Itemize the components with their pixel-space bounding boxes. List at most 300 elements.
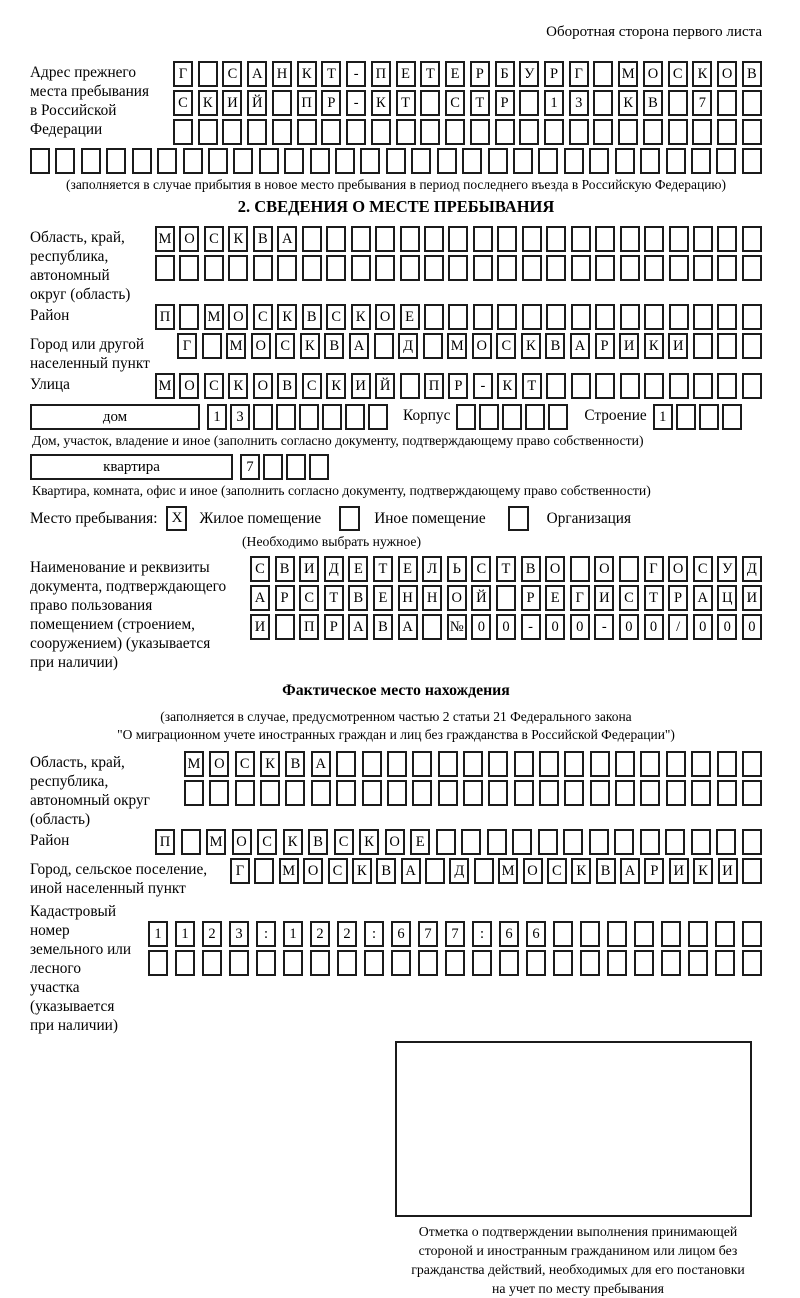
char-cell[interactable] xyxy=(424,226,444,252)
house-box[interactable]: дом xyxy=(30,404,200,430)
char-cell[interactable]: В xyxy=(277,373,297,399)
char-cell[interactable] xyxy=(564,751,584,777)
char-cell[interactable] xyxy=(569,119,589,145)
char-cell[interactable] xyxy=(297,119,317,145)
char-cell[interactable]: А xyxy=(311,751,331,777)
char-cell[interactable]: И xyxy=(668,333,688,359)
char-cell[interactable]: О xyxy=(472,333,492,359)
char-cell[interactable]: К xyxy=(497,373,517,399)
char-cell[interactable] xyxy=(336,780,356,806)
char-cell[interactable]: Р xyxy=(544,61,564,87)
char-cell[interactable] xyxy=(717,333,737,359)
char-cell[interactable]: О xyxy=(385,829,405,855)
char-cell[interactable]: С xyxy=(668,61,688,87)
char-cell[interactable] xyxy=(335,148,355,174)
char-cell[interactable] xyxy=(487,829,507,855)
char-cell[interactable] xyxy=(717,255,737,281)
char-cell[interactable]: Р xyxy=(521,585,541,611)
char-cell[interactable]: А xyxy=(401,858,421,884)
char-cell[interactable] xyxy=(742,829,762,855)
char-cell[interactable] xyxy=(204,255,224,281)
char-cell[interactable]: А xyxy=(398,614,418,640)
char-cell[interactable] xyxy=(522,255,542,281)
char-cell[interactable]: 1 xyxy=(283,921,303,947)
char-cell[interactable]: В xyxy=(302,304,322,330)
char-cell[interactable]: 3 xyxy=(569,90,589,116)
char-cell[interactable] xyxy=(502,404,522,430)
char-cell[interactable]: 6 xyxy=(499,921,519,947)
char-cell[interactable] xyxy=(437,148,457,174)
char-cell[interactable]: Р xyxy=(470,61,490,87)
char-cell[interactable]: А xyxy=(247,61,267,87)
char-cell[interactable]: / xyxy=(668,614,688,640)
char-cell[interactable]: П xyxy=(424,373,444,399)
char-cell[interactable] xyxy=(472,950,492,976)
char-cell[interactable]: С xyxy=(222,61,242,87)
char-cell[interactable] xyxy=(717,751,737,777)
char-cell[interactable]: 0 xyxy=(619,614,639,640)
char-cell[interactable]: М xyxy=(447,333,467,359)
char-cell[interactable] xyxy=(488,148,508,174)
char-cell[interactable]: А xyxy=(277,226,297,252)
char-cell[interactable] xyxy=(448,226,468,252)
char-cell[interactable]: О xyxy=(303,858,323,884)
char-cell[interactable] xyxy=(666,148,686,174)
char-cell[interactable]: 1 xyxy=(544,90,564,116)
char-cell[interactable]: Г xyxy=(173,61,193,87)
char-cell[interactable]: В xyxy=(308,829,328,855)
char-cell[interactable] xyxy=(173,119,193,145)
char-cell[interactable]: Н xyxy=(272,61,292,87)
char-cell[interactable] xyxy=(669,226,689,252)
char-cell[interactable]: 6 xyxy=(391,921,411,947)
char-cell[interactable]: А xyxy=(620,858,640,884)
char-cell[interactable] xyxy=(222,119,242,145)
char-cell[interactable]: В xyxy=(324,333,344,359)
char-cell[interactable]: Г xyxy=(230,858,250,884)
char-cell[interactable] xyxy=(488,780,508,806)
char-cell[interactable]: Г xyxy=(569,61,589,87)
char-cell[interactable] xyxy=(254,858,274,884)
char-cell[interactable] xyxy=(488,751,508,777)
char-cell[interactable] xyxy=(345,404,365,430)
char-cell[interactable]: В xyxy=(275,556,295,582)
char-cell[interactable] xyxy=(198,119,218,145)
char-cell[interactable]: И xyxy=(351,373,371,399)
char-cell[interactable] xyxy=(311,780,331,806)
char-cell[interactable] xyxy=(322,404,342,430)
char-cell[interactable]: С xyxy=(253,304,273,330)
char-cell[interactable]: Р xyxy=(448,373,468,399)
char-cell[interactable]: А xyxy=(349,333,369,359)
char-cell[interactable]: 3 xyxy=(229,921,249,947)
char-cell[interactable] xyxy=(522,304,542,330)
char-cell[interactable]: О xyxy=(545,556,565,582)
char-cell[interactable] xyxy=(669,255,689,281)
char-cell[interactable] xyxy=(260,780,280,806)
char-cell[interactable]: И xyxy=(742,585,762,611)
char-cell[interactable] xyxy=(717,119,737,145)
char-cell[interactable] xyxy=(688,921,708,947)
char-cell[interactable]: К xyxy=(571,858,591,884)
char-cell[interactable] xyxy=(716,148,736,174)
char-cell[interactable]: И xyxy=(250,614,270,640)
char-cell[interactable]: 1 xyxy=(207,404,227,430)
char-cell[interactable] xyxy=(148,950,168,976)
char-cell[interactable]: 0 xyxy=(644,614,664,640)
char-cell[interactable]: Г xyxy=(644,556,664,582)
apartment-box[interactable]: квартира xyxy=(30,454,233,480)
char-cell[interactable]: 0 xyxy=(545,614,565,640)
char-cell[interactable] xyxy=(351,255,371,281)
char-cell[interactable] xyxy=(519,119,539,145)
char-cell[interactable] xyxy=(688,950,708,976)
char-cell[interactable] xyxy=(692,119,712,145)
char-cell[interactable] xyxy=(386,148,406,174)
char-cell[interactable] xyxy=(202,950,222,976)
char-cell[interactable] xyxy=(247,119,267,145)
char-cell[interactable] xyxy=(715,921,735,947)
char-cell[interactable]: 7 xyxy=(692,90,712,116)
char-cell[interactable] xyxy=(474,858,494,884)
char-cell[interactable] xyxy=(715,950,735,976)
char-cell[interactable]: Т xyxy=(522,373,542,399)
char-cell[interactable] xyxy=(595,304,615,330)
char-cell[interactable] xyxy=(590,751,610,777)
char-cell[interactable] xyxy=(229,950,249,976)
char-cell[interactable] xyxy=(643,119,663,145)
char-cell[interactable] xyxy=(337,950,357,976)
char-cell[interactable] xyxy=(479,404,499,430)
char-cell[interactable]: К xyxy=(260,751,280,777)
char-cell[interactable]: О xyxy=(375,304,395,330)
char-cell[interactable]: М xyxy=(226,333,246,359)
char-cell[interactable] xyxy=(375,255,395,281)
char-cell[interactable] xyxy=(235,780,255,806)
char-cell[interactable]: Й xyxy=(471,585,491,611)
char-cell[interactable] xyxy=(286,454,306,480)
char-cell[interactable] xyxy=(742,226,762,252)
char-cell[interactable] xyxy=(387,780,407,806)
char-cell[interactable] xyxy=(106,148,126,174)
char-cell[interactable] xyxy=(615,780,635,806)
char-cell[interactable] xyxy=(742,921,762,947)
char-cell[interactable] xyxy=(30,148,50,174)
char-cell[interactable]: Г xyxy=(570,585,590,611)
char-cell[interactable]: Т xyxy=(373,556,393,582)
char-cell[interactable]: Р xyxy=(321,90,341,116)
char-cell[interactable] xyxy=(497,304,517,330)
char-cell[interactable] xyxy=(473,304,493,330)
char-cell[interactable] xyxy=(184,780,204,806)
char-cell[interactable]: 2 xyxy=(337,921,357,947)
char-cell[interactable] xyxy=(400,226,420,252)
char-cell[interactable] xyxy=(321,119,341,145)
char-cell[interactable] xyxy=(412,751,432,777)
char-cell[interactable] xyxy=(253,404,273,430)
char-cell[interactable] xyxy=(634,921,654,947)
char-cell[interactable]: 1 xyxy=(653,404,673,430)
char-cell[interactable]: В xyxy=(596,858,616,884)
char-cell[interactable] xyxy=(571,304,591,330)
char-cell[interactable] xyxy=(717,780,737,806)
char-cell[interactable]: М xyxy=(204,304,224,330)
char-cell[interactable]: П xyxy=(299,614,319,640)
char-cell[interactable] xyxy=(666,780,686,806)
char-cell[interactable]: Д xyxy=(398,333,418,359)
char-cell[interactable]: С xyxy=(328,858,348,884)
char-cell[interactable] xyxy=(644,255,664,281)
char-cell[interactable] xyxy=(539,751,559,777)
char-cell[interactable]: Е xyxy=(410,829,430,855)
char-cell[interactable] xyxy=(302,226,322,252)
char-cell[interactable] xyxy=(619,556,639,582)
char-cell[interactable] xyxy=(564,148,584,174)
char-cell[interactable] xyxy=(742,950,762,976)
char-cell[interactable]: О xyxy=(594,556,614,582)
char-cell[interactable]: К xyxy=(693,858,713,884)
char-cell[interactable] xyxy=(374,333,394,359)
char-cell[interactable] xyxy=(277,255,297,281)
char-cell[interactable] xyxy=(272,119,292,145)
char-cell[interactable]: 0 xyxy=(693,614,713,640)
char-cell[interactable] xyxy=(615,148,635,174)
char-cell[interactable] xyxy=(525,404,545,430)
char-cell[interactable]: С xyxy=(204,373,224,399)
char-cell[interactable] xyxy=(132,148,152,174)
char-cell[interactable] xyxy=(256,950,276,976)
char-cell[interactable] xyxy=(346,119,366,145)
char-cell[interactable] xyxy=(424,304,444,330)
char-cell[interactable]: У xyxy=(717,556,737,582)
char-cell[interactable]: 2 xyxy=(310,921,330,947)
char-cell[interactable]: Т xyxy=(496,556,516,582)
char-cell[interactable]: Й xyxy=(375,373,395,399)
char-cell[interactable]: 1 xyxy=(175,921,195,947)
char-cell[interactable]: И xyxy=(594,585,614,611)
checkbox-organization[interactable] xyxy=(508,506,529,531)
char-cell[interactable] xyxy=(589,829,609,855)
char-cell[interactable]: Ц xyxy=(717,585,737,611)
char-cell[interactable]: К xyxy=(644,333,664,359)
char-cell[interactable]: О xyxy=(232,829,252,855)
char-cell[interactable]: М xyxy=(279,858,299,884)
char-cell[interactable]: Д xyxy=(324,556,344,582)
char-cell[interactable] xyxy=(202,333,222,359)
char-cell[interactable]: В xyxy=(521,556,541,582)
char-cell[interactable]: В xyxy=(376,858,396,884)
char-cell[interactable] xyxy=(634,950,654,976)
char-cell[interactable] xyxy=(522,226,542,252)
char-cell[interactable]: Т xyxy=(324,585,344,611)
char-cell[interactable]: № xyxy=(447,614,467,640)
char-cell[interactable] xyxy=(717,304,737,330)
char-cell[interactable] xyxy=(742,148,762,174)
char-cell[interactable] xyxy=(589,148,609,174)
char-cell[interactable]: О xyxy=(717,61,737,87)
char-cell[interactable]: С xyxy=(547,858,567,884)
char-cell[interactable] xyxy=(563,829,583,855)
char-cell[interactable] xyxy=(514,751,534,777)
char-cell[interactable] xyxy=(571,255,591,281)
char-cell[interactable] xyxy=(499,950,519,976)
char-cell[interactable] xyxy=(593,90,613,116)
char-cell[interactable] xyxy=(436,829,456,855)
char-cell[interactable] xyxy=(693,373,713,399)
char-cell[interactable] xyxy=(400,373,420,399)
char-cell[interactable]: С xyxy=(257,829,277,855)
char-cell[interactable]: К xyxy=(300,333,320,359)
char-cell[interactable] xyxy=(620,226,640,252)
char-cell[interactable]: С xyxy=(204,226,224,252)
char-cell[interactable] xyxy=(445,119,465,145)
char-cell[interactable] xyxy=(590,780,610,806)
char-cell[interactable] xyxy=(420,90,440,116)
char-cell[interactable]: С xyxy=(250,556,270,582)
char-cell[interactable]: С xyxy=(693,556,713,582)
char-cell[interactable] xyxy=(362,751,382,777)
confirmation-mark-box[interactable] xyxy=(395,1041,752,1217)
char-cell[interactable]: А xyxy=(250,585,270,611)
char-cell[interactable] xyxy=(693,304,713,330)
char-cell[interactable]: Д xyxy=(449,858,469,884)
char-cell[interactable]: И xyxy=(669,858,689,884)
char-cell[interactable] xyxy=(691,829,711,855)
char-cell[interactable] xyxy=(716,829,736,855)
char-cell[interactable] xyxy=(717,226,737,252)
char-cell[interactable] xyxy=(208,148,228,174)
char-cell[interactable] xyxy=(676,404,696,430)
char-cell[interactable] xyxy=(693,255,713,281)
char-cell[interactable]: С xyxy=(619,585,639,611)
char-cell[interactable] xyxy=(420,119,440,145)
char-cell[interactable]: М xyxy=(155,373,175,399)
char-cell[interactable]: Е xyxy=(445,61,465,87)
char-cell[interactable]: К xyxy=(359,829,379,855)
char-cell[interactable]: А xyxy=(570,333,590,359)
char-cell[interactable] xyxy=(497,226,517,252)
char-cell[interactable]: П xyxy=(155,829,175,855)
char-cell[interactable] xyxy=(412,780,432,806)
char-cell[interactable] xyxy=(462,148,482,174)
char-cell[interactable] xyxy=(364,950,384,976)
char-cell[interactable]: Е xyxy=(400,304,420,330)
char-cell[interactable] xyxy=(665,829,685,855)
char-cell[interactable] xyxy=(233,148,253,174)
char-cell[interactable]: К xyxy=(198,90,218,116)
char-cell[interactable] xyxy=(438,780,458,806)
char-cell[interactable]: П xyxy=(371,61,391,87)
char-cell[interactable] xyxy=(425,858,445,884)
char-cell[interactable]: С xyxy=(173,90,193,116)
char-cell[interactable] xyxy=(644,226,664,252)
char-cell[interactable] xyxy=(564,780,584,806)
char-cell[interactable]: Б xyxy=(495,61,515,87)
char-cell[interactable] xyxy=(640,751,660,777)
char-cell[interactable]: В xyxy=(643,90,663,116)
char-cell[interactable] xyxy=(448,255,468,281)
char-cell[interactable] xyxy=(553,950,573,976)
char-cell[interactable]: 0 xyxy=(570,614,590,640)
char-cell[interactable]: А xyxy=(693,585,713,611)
char-cell[interactable]: М xyxy=(498,858,518,884)
char-cell[interactable]: 7 xyxy=(240,454,260,480)
char-cell[interactable] xyxy=(81,148,101,174)
char-cell[interactable]: Р xyxy=(668,585,688,611)
char-cell[interactable] xyxy=(155,255,175,281)
char-cell[interactable] xyxy=(722,404,742,430)
char-cell[interactable]: С xyxy=(496,333,516,359)
char-cell[interactable] xyxy=(661,950,681,976)
char-cell[interactable]: Е xyxy=(373,585,393,611)
char-cell[interactable] xyxy=(283,950,303,976)
char-cell[interactable] xyxy=(456,404,476,430)
char-cell[interactable]: Т xyxy=(420,61,440,87)
char-cell[interactable]: К xyxy=(228,226,248,252)
char-cell[interactable]: К xyxy=(228,373,248,399)
char-cell[interactable]: О xyxy=(179,226,199,252)
char-cell[interactable] xyxy=(276,404,296,430)
char-cell[interactable]: 6 xyxy=(526,921,546,947)
char-cell[interactable]: К xyxy=(351,304,371,330)
char-cell[interactable]: Н xyxy=(398,585,418,611)
char-cell[interactable] xyxy=(669,373,689,399)
char-cell[interactable]: К xyxy=(521,333,541,359)
char-cell[interactable] xyxy=(362,780,382,806)
char-cell[interactable]: О xyxy=(179,373,199,399)
char-cell[interactable] xyxy=(614,829,634,855)
char-cell[interactable]: О xyxy=(447,585,467,611)
char-cell[interactable]: - xyxy=(594,614,614,640)
char-cell[interactable] xyxy=(513,148,533,174)
char-cell[interactable] xyxy=(326,226,346,252)
char-cell[interactable] xyxy=(396,119,416,145)
char-cell[interactable]: М xyxy=(206,829,226,855)
char-cell[interactable] xyxy=(497,255,517,281)
char-cell[interactable]: Е xyxy=(545,585,565,611)
char-cell[interactable]: 2 xyxy=(202,921,222,947)
char-cell[interactable] xyxy=(668,90,688,116)
char-cell[interactable]: Р xyxy=(595,333,615,359)
char-cell[interactable] xyxy=(175,950,195,976)
char-cell[interactable] xyxy=(157,148,177,174)
char-cell[interactable]: В xyxy=(545,333,565,359)
char-cell[interactable] xyxy=(661,921,681,947)
char-cell[interactable]: Ь xyxy=(447,556,467,582)
char-cell[interactable] xyxy=(228,255,248,281)
char-cell[interactable] xyxy=(620,373,640,399)
char-cell[interactable] xyxy=(717,90,737,116)
char-cell[interactable] xyxy=(423,333,443,359)
char-cell[interactable]: С xyxy=(471,556,491,582)
char-cell[interactable] xyxy=(607,921,627,947)
char-cell[interactable] xyxy=(644,373,664,399)
char-cell[interactable] xyxy=(742,304,762,330)
char-cell[interactable] xyxy=(275,614,295,640)
char-cell[interactable]: 7 xyxy=(445,921,465,947)
char-cell[interactable] xyxy=(595,226,615,252)
char-cell[interactable]: - xyxy=(346,90,366,116)
char-cell[interactable]: Г xyxy=(177,333,197,359)
char-cell[interactable]: С xyxy=(302,373,322,399)
char-cell[interactable] xyxy=(717,373,737,399)
char-cell[interactable]: В xyxy=(373,614,393,640)
char-cell[interactable] xyxy=(546,304,566,330)
char-cell[interactable] xyxy=(461,829,481,855)
char-cell[interactable] xyxy=(183,148,203,174)
char-cell[interactable] xyxy=(55,148,75,174)
char-cell[interactable] xyxy=(351,226,371,252)
